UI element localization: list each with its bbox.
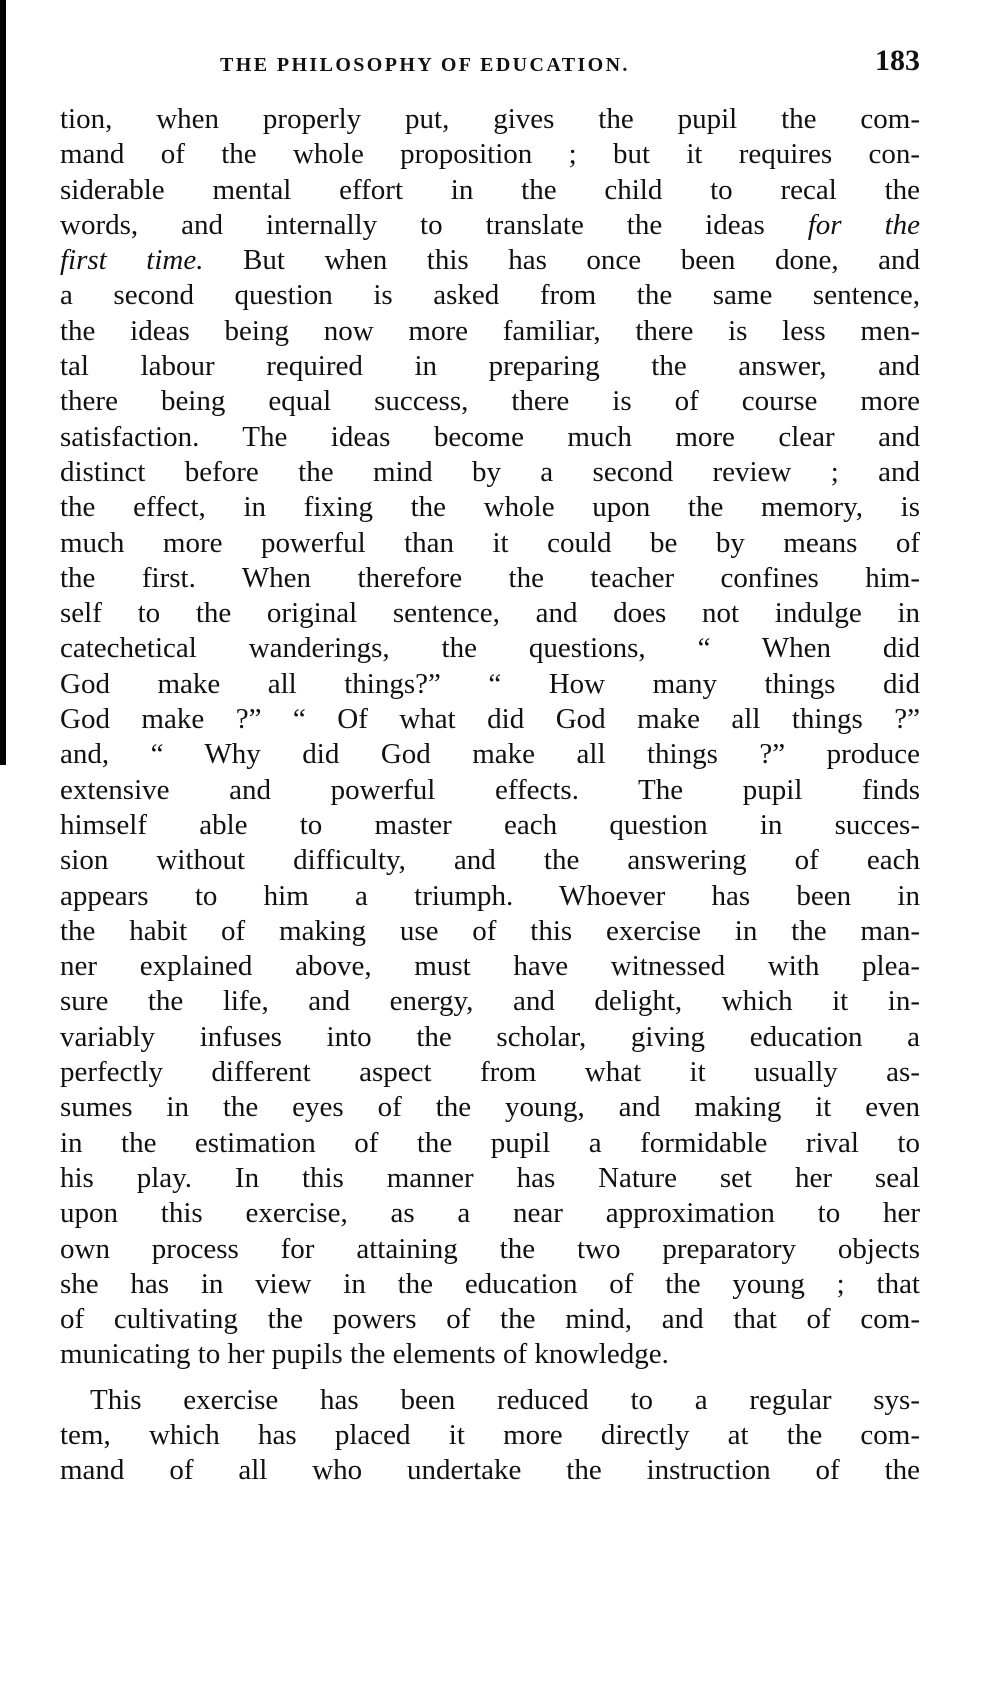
text-line: self to the original sentence, and does not indulge in (60, 597, 920, 630)
text-run: But when this has once been done, and (203, 244, 920, 277)
text-line: municating to her pupils the elements of knowledge. (60, 1338, 669, 1371)
text-run: words, and internally to translate the ideas (60, 208, 808, 241)
text-line: variably infuses into the scholar, giving education a (60, 1020, 920, 1053)
paragraph-2 (60, 1383, 920, 1489)
text-line: the habit of making use of this exercise in the man- (60, 914, 920, 947)
text-line: much more powerful than it could be by means of (60, 526, 920, 559)
text-line: mand of all who undertake the instruction of the (60, 1454, 920, 1487)
text-line: This exercise has been reduced to a regular sys- (90, 1383, 920, 1416)
paragraph-1 (60, 102, 920, 1373)
text-line: there being equal success, there is of course more (60, 385, 920, 418)
text-line: ner explained above, must have witnessed with plea- (60, 950, 920, 983)
text-line: she has in view in the education of the young ; that (60, 1267, 920, 1300)
text-line: the first. When therefore the teacher confines him- (60, 561, 920, 594)
italic-text: first time. (60, 244, 204, 277)
text-line: tem, which has placed it more directly at the com- (60, 1418, 920, 1451)
text-line: and, “ Why did God make all things ?” produce (60, 738, 920, 771)
page-number: 183 (875, 44, 920, 77)
text-line: tion, when properly put, gives the pupil the com- (60, 103, 920, 135)
running-head: THE PHILOSOPHY OF EDUCATION. (220, 54, 630, 76)
text-line: siderable mental effort in the child to recal the (60, 173, 920, 206)
text-line: upon this exercise, as a near approximation to her (60, 1197, 920, 1230)
text-line: appears to him a triumph. Whoever has been in (60, 879, 920, 912)
text-line: sure the life, and energy, and delight, which it in- (60, 985, 920, 1018)
page-header (60, 44, 920, 84)
text-line: God make all things?” “ How many things did (60, 667, 920, 700)
text-line: in the estimation of the pupil a formidable rival to (60, 1126, 920, 1159)
text-line: perfectly different aspect from what it usually as- (60, 1056, 920, 1089)
text-line: tal labour required in preparing the answer, and (60, 350, 920, 383)
text-line: himself able to master each question in succes- (60, 808, 920, 841)
text-line: God make ?” “ Of what did God make all things ?” (60, 703, 920, 736)
text-line: sion without difficulty, and the answering of each (60, 844, 920, 877)
text-line: a second question is asked from the same sentence, (60, 279, 920, 312)
italic-text: for the (807, 208, 920, 241)
text-line: distinct before the mind by a second review ; and (60, 455, 920, 488)
text-line: the effect, in fixing the whole upon the memory, is (60, 491, 920, 524)
text-line: extensive and powerful effects. The pupil finds (60, 773, 920, 806)
paragraph-gap (60, 1373, 920, 1383)
text-line: the ideas being now more familiar, there is less men- (60, 314, 920, 347)
text-line: own process for attaining the two preparatory objects (60, 1232, 920, 1265)
text-line: sumes in the eyes of the young, and making it even (60, 1091, 920, 1124)
text-line: of cultivating the powers of the mind, and that of com- (60, 1303, 920, 1336)
text-line: catechetical wanderings, the questions, “ When did (60, 632, 920, 665)
text-line: mand of the whole proposition ; but it requires con- (60, 138, 920, 171)
page-edge-shadow (0, 0, 6, 765)
text-line (60, 208, 920, 243)
text-line: his play. In this manner has Nature set her seal (60, 1161, 920, 1194)
text-line (60, 243, 920, 278)
text-line: satisfaction. The ideas become much more clear and (60, 420, 920, 453)
body-text (60, 102, 920, 1489)
